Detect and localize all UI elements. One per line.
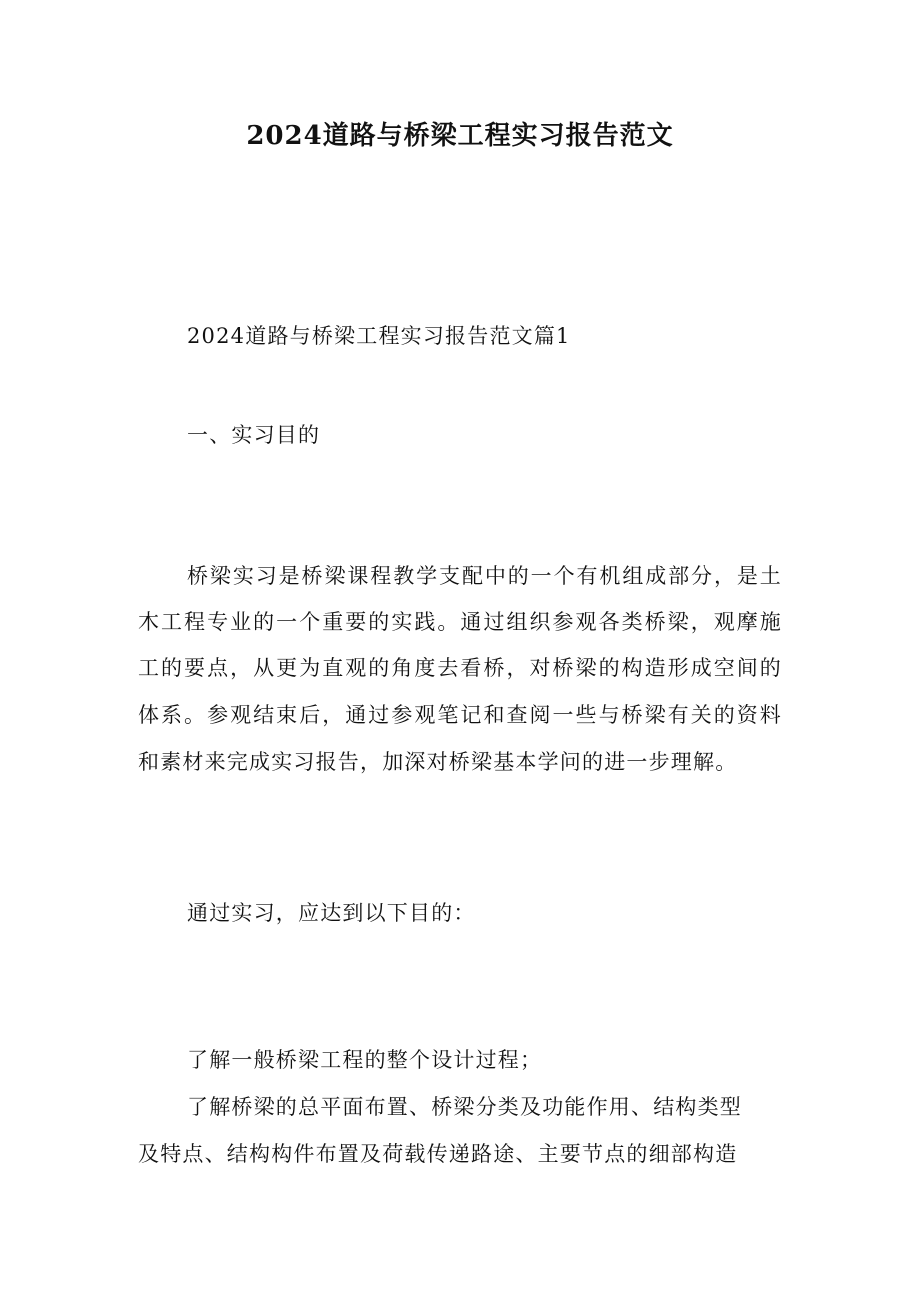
list-item-line: 及特点、结构构件布置及荷载传递路途、主要节点的细部构造 — [138, 1142, 738, 1166]
document-title: 2024道路与桥梁工程实习报告范文 — [246, 121, 674, 151]
list-item: 了解一般桥梁工程的整个设计过程； — [187, 1048, 543, 1072]
paragraph-line: 木工程专业的一个重要的实践。通过组织参观各类桥梁，观摩施 — [138, 610, 782, 634]
paragraph-goals-intro: 通过实习，应达到以下目的： — [187, 901, 476, 925]
paragraph-line: 体系。参观结束后，通过参观笔记和查阅一些与桥梁有关的资料 — [138, 703, 782, 727]
paragraph-line: 工的要点，从更为直观的角度去看桥，对桥梁的构造形成空间的 — [138, 656, 782, 680]
paragraph-line: 和素材来完成实习报告，加深对桥梁基本学问的进一步理解。 — [138, 750, 738, 774]
paragraph-line: 桥梁实习是桥梁课程教学支配中的一个有机组成部分，是土 — [187, 564, 782, 588]
subheading-purpose: 一、实习目的 — [187, 423, 321, 447]
section-heading: 2024道路与桥梁工程实习报告范文篇1 — [187, 324, 571, 348]
list-item-line: 了解桥梁的总平面布置、桥梁分类及功能作用、结构类型 — [187, 1095, 742, 1119]
